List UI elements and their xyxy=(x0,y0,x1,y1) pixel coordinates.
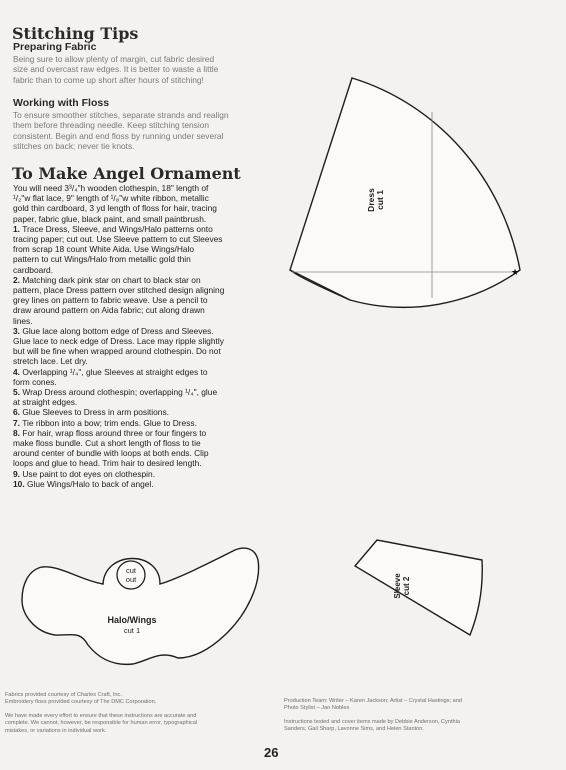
step-number: 3. xyxy=(13,325,20,336)
footer-right: Production Team: Writer – Karen Jackson; Artist – Crystal Hastings; and Photo Stylist – Jan Nobles Instructions tested and cover items made by Debbie Anderson, Cynthia Sanders, Gail Sharp, Lavonne Sims, and Helen Stanton. xyxy=(284,698,462,733)
footer-left: Fabrics provided courtesy of Charles Craft, Inc. Embroidery floss provided courtesy of The DMC Corporation. We have made every effort to ensure that these instructions are accurate and complete. We cannot, however, be responsible for human error, typographical mistakes, or variations in individual work. xyxy=(5,692,198,734)
step-text: For hair, wrap floss around three or four fingers to xyxy=(22,427,207,438)
step-text: tracing paper; cut out. Use Sleeve pattern to cut Sleeves xyxy=(13,234,223,245)
step-text: draw around pattern on Aida fabric; cut along drawn xyxy=(13,305,205,316)
step-text: at straight edges. xyxy=(13,397,78,408)
step-text: from scrap 18 count White Aida. Use Wings/Halo xyxy=(13,244,195,255)
step-number: 6. xyxy=(13,407,20,418)
step-text: Overlapping ¹/₄", glue Sleeves at straight edges to xyxy=(22,366,208,377)
step-text: Trace Dress, Sleeve, and Wings/Halo patterns onto xyxy=(22,223,213,234)
dress-count: cut 1 xyxy=(375,190,385,210)
preparing-fabric-heading: Preparing Fabric xyxy=(13,41,97,53)
step-text: Glue Wings/Halo to back of angel. xyxy=(26,478,154,489)
page-number: 26 xyxy=(264,745,279,760)
step-text: pattern, place Dress pattern over stitched design aligning xyxy=(13,285,225,296)
stitching-tips-title: Stitching Tips xyxy=(12,24,139,43)
halo-wings-pattern xyxy=(22,548,259,664)
sleeve-label: Sleeve xyxy=(393,573,402,599)
step-text: Glue Sleeves to Dress in arm positions. xyxy=(22,407,169,418)
step-number: 8. xyxy=(13,427,20,438)
dress-pattern xyxy=(290,78,520,307)
step-text: around center of bundle with loops at both ends. Clip xyxy=(13,448,209,459)
step-text: lines. xyxy=(13,315,33,326)
step-text: make floss bundle. Cut a short length of floss to tie xyxy=(13,438,201,449)
halo-wings-count: cut 1 xyxy=(123,626,141,635)
step-number: 9. xyxy=(13,468,20,479)
you-will-need: You will need 3³/₄"h wooden clothespin, 18" length of ¹/₂"w flat lace, 9" length of ¹/₈"w white ribbon, metallic gold thin cardboard, 3 yd length of floss for hair, tracing paper, fabric glue, black paint, and small paintbrush. xyxy=(13,183,217,224)
step-text: Tie ribbon into a bow; trim ends. Glue to Dress. xyxy=(22,417,197,428)
step-text: Use paint to dot eyes on clothespin. xyxy=(22,468,156,479)
sleeve-pattern xyxy=(355,540,482,635)
step-text: Glue lace to neck edge of Dress. Lace may ripple slightly xyxy=(13,336,224,347)
step-text: Glue lace along bottom edge of Dress and Sleeves. xyxy=(22,325,214,336)
halo-out-text: out xyxy=(125,575,137,584)
dress-label: Dress xyxy=(366,188,376,212)
working-with-floss-text: To ensure smoother stitches, separate strands and realign them before threading needle. Keep stitching tension consistent. Begin and end floss by running under several stitches on back; never tie knots. xyxy=(13,110,229,152)
step-number: 7. xyxy=(13,417,20,428)
step-text: but will be fine when wrapped around clothespin. Do not xyxy=(13,346,221,357)
step-number: 4. xyxy=(13,366,20,377)
step-number: 5. xyxy=(13,387,20,398)
step-text: pattern to cut Wings/Halo from metallic gold thin xyxy=(13,254,191,265)
step-text: Matching dark pink star on chart to black star on xyxy=(22,274,201,285)
step-text: Wrap Dress around clothespin; overlapping ¹/₄", glue xyxy=(22,387,218,398)
star-mark: ★ xyxy=(511,267,520,277)
step-text: form cones. xyxy=(13,376,57,387)
angel-ornament-title: To Make Angel Ornament xyxy=(12,164,241,183)
halo-wings-label: Halo/Wings xyxy=(107,615,157,625)
step-text: grey lines on pattern to fabric weave. Use a pencil to xyxy=(13,295,208,306)
working-with-floss-heading: Working with Floss xyxy=(13,97,110,109)
step-number: 2. xyxy=(13,274,20,285)
step-text: loops and glue to head. Trim hair to desired length. xyxy=(13,458,202,469)
step-number: 1. xyxy=(13,223,20,234)
step-text: cardboard. xyxy=(13,264,54,275)
step-number: 10. xyxy=(13,478,25,489)
sleeve-count: cut 2 xyxy=(402,576,411,596)
preparing-fabric-text: Being sure to allow plenty of margin, cut fabric desired size and overcast raw edges. It is better to waste a little fabric than to come up short after hours of stitching! xyxy=(13,54,219,85)
step-text: stretch lace. Let dry. xyxy=(13,356,88,367)
halo-cut-text: cut xyxy=(125,566,137,575)
